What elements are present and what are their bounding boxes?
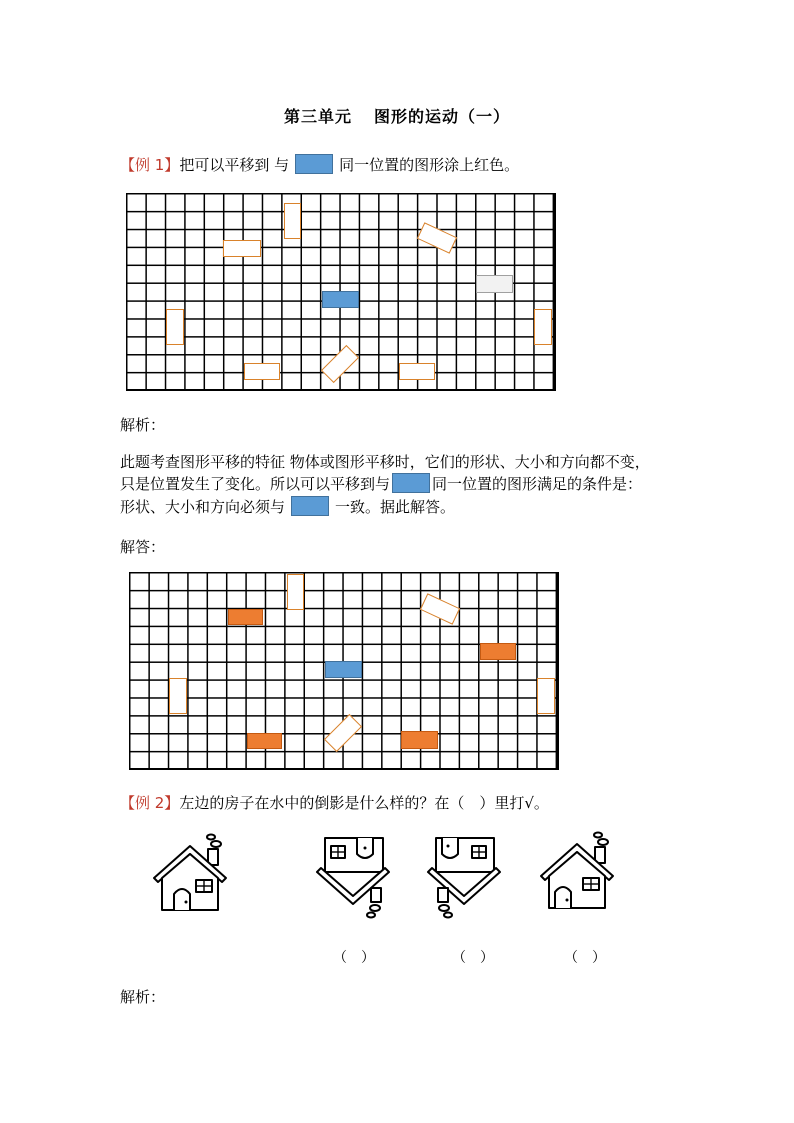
answer-orange-rectangle-bottom-left	[247, 733, 282, 749]
title-topic: 图形的运动（一）	[374, 107, 511, 126]
shape-vertical-top	[284, 203, 301, 239]
shape-horizontal-bottom-left	[244, 363, 280, 380]
shape-rotated-bottom	[324, 714, 362, 752]
choice-1-bracket[interactable]: （ ）	[333, 950, 375, 966]
page-title	[0, 104, 794, 127]
choice-3-bracket[interactable]: （ ）	[564, 950, 606, 966]
shape-vertical-right	[534, 309, 552, 345]
blue-rectangle-swatch	[295, 154, 333, 174]
title-unit: 第三单元	[283, 107, 352, 126]
reflection-option-1-image	[313, 832, 399, 920]
answer-orange-rectangle-upper-left	[228, 609, 263, 625]
analysis-line-2: 只是位置发生了变化。所以可以平移到与 同一位置的图形满足的条件是：	[120, 475, 643, 493]
shape-gray-right	[476, 275, 513, 293]
option-house-image	[537, 830, 623, 914]
original-house-image	[150, 832, 236, 914]
blue-rectangle-swatch	[291, 496, 329, 516]
shape-vertical-left	[169, 678, 187, 714]
shape-rotated-upper-right	[417, 222, 457, 254]
blue-rectangle-swatch	[392, 473, 430, 493]
shape-vertical-right	[537, 678, 555, 714]
shape-rotated-upper-right	[420, 593, 460, 625]
target-blue-rectangle	[322, 291, 359, 308]
question-grid	[126, 193, 556, 391]
example2-tag: 【例 2】	[120, 794, 180, 812]
analysis-line-3: 形状、大小和方向必须与 一致。据此解答。	[120, 498, 456, 516]
answer-grid	[129, 572, 559, 770]
shape-vertical-left	[166, 309, 184, 345]
answer-label: 解答：	[120, 538, 166, 556]
target-blue-rectangle	[325, 661, 362, 678]
analysis-line-1: 此题考查图形平移的特征 物体或图形平移时，它们的形状、大小和方向都不变，	[120, 453, 650, 471]
answer-orange-rectangle-right	[480, 643, 516, 660]
analysis-label: 解析：	[120, 416, 166, 434]
shape-rotated-bottom	[321, 345, 359, 383]
analysis-label-2: 解析：	[120, 988, 166, 1006]
example1-tag: 【例 1】	[120, 156, 180, 174]
shape-horizontal-upper-left	[223, 240, 261, 257]
example1-question: 【例 1】把可以平移到 与 同一位置的图形涂上红色。	[120, 156, 520, 174]
shape-vertical-top	[287, 574, 304, 610]
choice-2-bracket[interactable]: （ ）	[452, 950, 494, 966]
reflection-option-2-image	[424, 832, 510, 920]
shape-horizontal-bottom-right	[399, 363, 435, 380]
example2-question: 【例 2】左边的房子在水中的倒影是什么样的？在（ ）里打√。	[120, 794, 549, 812]
answer-orange-rectangle-bottom-right	[401, 731, 438, 749]
